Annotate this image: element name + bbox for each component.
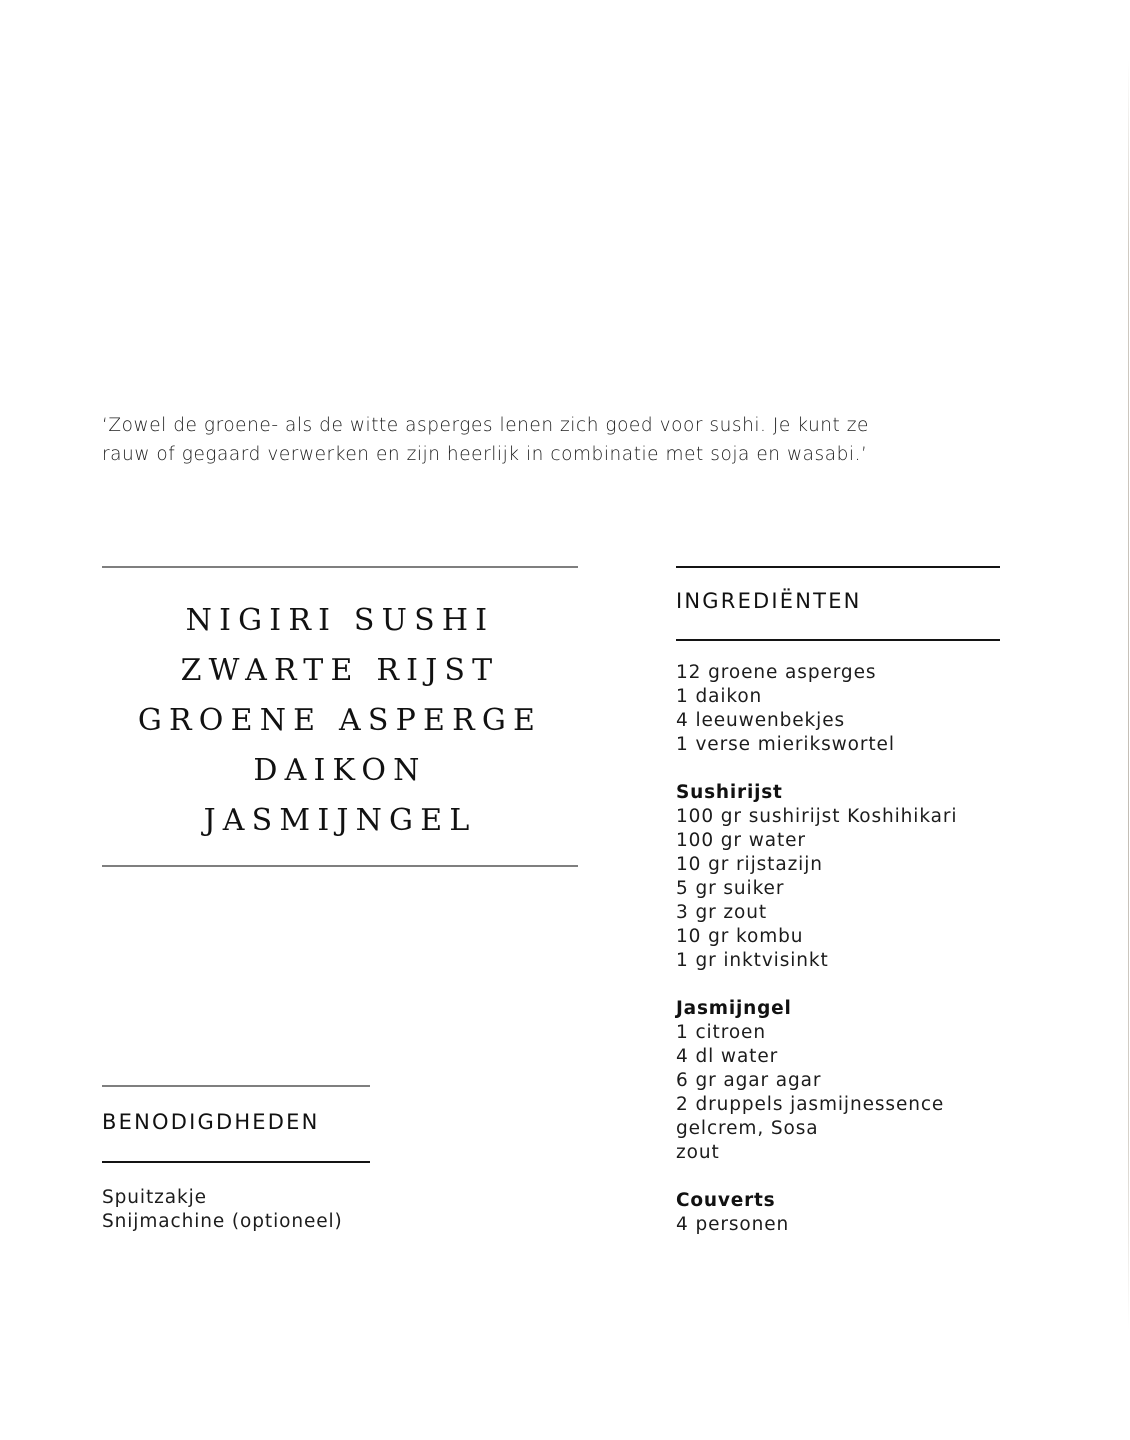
ingredient-item: 10 gr rijstazijn	[676, 854, 823, 875]
ingredients-list	[676, 661, 957, 1237]
ingredient-item: 1 citroen	[676, 1022, 766, 1043]
intro-quote-line-1: ‘Zowel de groene- als de witte asperges lenen zich goed voor sushi. Je kunt ze	[102, 415, 869, 436]
page-edge-line	[1128, 60, 1129, 1330]
list-spacer	[676, 757, 957, 781]
ingredient-item: 1 gr inktvisinkt	[676, 950, 829, 971]
ingredient-item: 4 leeuwenbekjes	[676, 710, 846, 731]
intro-quote-line-2: rauw of gegaard verwerken en zijn heerlijk in combinatie met soja en wasabi.’	[102, 444, 868, 465]
subheading-jasmijngel: Jasmijngel	[676, 998, 792, 1019]
equipment-bottom-rule	[102, 1161, 370, 1163]
list-spacer	[676, 973, 957, 997]
ingredient-item: 3 gr zout	[676, 902, 767, 923]
title-line-2: ZWARTE RIJST	[180, 653, 500, 688]
ingredient-item: 12 groene asperges	[676, 662, 877, 683]
subheading-sushirijst: Sushirijst	[676, 782, 783, 803]
equipment-list	[102, 1186, 343, 1234]
title-top-rule	[102, 566, 578, 568]
ingredient-item: 10 gr kombu	[676, 926, 804, 947]
list-spacer	[676, 1165, 957, 1189]
title-line-3: GROENE ASPERGE	[137, 703, 543, 738]
equipment-item: Snijmachine (optioneel)	[102, 1211, 343, 1232]
recipe-title	[102, 596, 578, 846]
equipment-item: Spuitzakje	[102, 1187, 207, 1208]
ingredient-item: 4 dl water	[676, 1046, 779, 1067]
ingredient-item: zout	[676, 1142, 720, 1163]
intro-quote	[102, 411, 1002, 469]
ingredient-item: 6 gr agar agar	[676, 1070, 822, 1091]
ingredient-item: 100 gr sushirijst Koshihikari	[676, 806, 958, 827]
ingredients-heading: INGREDIËNTEN	[676, 589, 862, 613]
subheading-couverts: Couverts	[676, 1190, 776, 1211]
ingredient-item: 2 druppels jasmijnessence	[676, 1094, 945, 1115]
ingredient-item: 5 gr suiker	[676, 878, 785, 899]
equipment-top-rule	[102, 1085, 370, 1087]
title-line-1: NIGIRI SUSHI	[185, 603, 495, 638]
ingredients-top-rule	[676, 566, 1000, 568]
couverts-value: 4 personen	[676, 1214, 790, 1235]
equipment-heading: BENODIGDHEDEN	[102, 1110, 320, 1134]
ingredient-item: 1 verse mierikswortel	[676, 734, 895, 755]
ingredient-item: 100 gr water	[676, 830, 806, 851]
ingredient-item: gelcrem, Sosa	[676, 1118, 819, 1139]
title-bottom-rule	[102, 865, 578, 867]
title-line-5: JASMIJNGEL	[203, 803, 477, 838]
title-line-4: DAIKON	[253, 753, 427, 788]
ingredients-bottom-rule	[676, 639, 1000, 641]
ingredient-item: 1 daikon	[676, 686, 763, 707]
